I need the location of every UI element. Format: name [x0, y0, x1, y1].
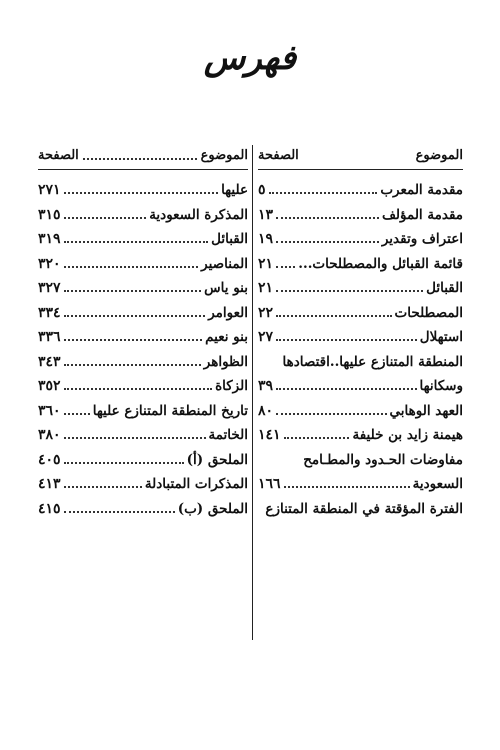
- entry-page: ٢٧١: [38, 182, 61, 198]
- toc-entry: [258, 256, 463, 281]
- entry-page: ٣١٥: [38, 206, 61, 223]
- leader-dots: [276, 305, 391, 317]
- leader-dots: [64, 256, 199, 268]
- toc-entry: [258, 378, 463, 403]
- entry-topic: الفترة المؤقتة في المنطقة المتنازع: [265, 500, 463, 517]
- leader-dots: [276, 280, 423, 292]
- toc-header: [38, 145, 248, 170]
- entry-page: ٣٥٢: [38, 378, 61, 394]
- toc-entry: [38, 329, 248, 354]
- toc-entry: [258, 182, 463, 207]
- entry-page: ٣١٩: [38, 231, 61, 247]
- entry-page: ١٩: [258, 231, 274, 247]
- header-page-label: الصفحة: [38, 147, 79, 163]
- leader-dots: [64, 427, 206, 439]
- toc-entry: [38, 305, 248, 330]
- leader-dots: [64, 280, 202, 292]
- leader-dots: [64, 207, 147, 219]
- toc-header: [258, 145, 463, 170]
- toc-entry: [258, 280, 463, 305]
- entry-page: ٣٣٤: [38, 304, 61, 321]
- entry-page: ٢٢: [258, 304, 274, 321]
- entry-topic: المذكرة السعودية: [149, 206, 248, 223]
- entry-topic: وسكانها: [419, 378, 463, 394]
- entry-page: ٥: [258, 182, 266, 198]
- header-topic-label: الموضوع: [415, 147, 463, 163]
- entry-topic: العوامر: [208, 304, 248, 321]
- leader-dots: [269, 182, 378, 194]
- leader-dots: [64, 403, 90, 415]
- leader-dots: [276, 256, 295, 268]
- entry-topic: العهد الوهابي: [389, 402, 463, 419]
- entry-topic: المنطقة المتنازع عليها..اقتصادها: [282, 353, 463, 370]
- leader-dots: [261, 454, 300, 464]
- entry-page: ١٣: [258, 206, 274, 223]
- entry-topic: المذكرات المتبادلة: [144, 476, 248, 492]
- entry-page: ٣٩: [258, 378, 274, 394]
- toc-entry: [258, 403, 463, 428]
- entry-topic: عليها: [221, 182, 248, 198]
- leader-dots: [64, 378, 213, 390]
- entry-topic: القبائل: [211, 231, 248, 247]
- leader-dots: [64, 182, 219, 194]
- entry-topic: الملحق (أ): [186, 451, 248, 468]
- leader-dots: [64, 476, 142, 488]
- leader-dots: [276, 329, 417, 341]
- entry-topic: الملحق (ب): [177, 500, 248, 517]
- toc-entry: [38, 256, 248, 281]
- leader-dots: [276, 231, 379, 243]
- entry-topic: القبائل: [426, 280, 463, 296]
- toc-entry: [38, 231, 248, 256]
- toc-entry: [258, 329, 463, 354]
- entry-page: ٣٣٦: [38, 329, 61, 345]
- toc-right-column: [258, 145, 463, 525]
- entry-page: ١٤١: [258, 427, 281, 443]
- toc-entry: [258, 476, 463, 501]
- entry-topic: بنو ياس: [204, 280, 248, 296]
- leader-dots: [261, 356, 280, 366]
- entry-topic: اعتراف وتقدير: [381, 231, 463, 247]
- toc-entry: [38, 501, 248, 526]
- toc-entry: [38, 476, 248, 501]
- entry-topic: تاريخ المنطقة المتنازع عليها: [92, 402, 248, 419]
- toc-entry: [38, 280, 248, 305]
- entry-topic: المناصير: [201, 255, 248, 272]
- entry-page: ٤١٣: [38, 476, 61, 492]
- leader-dots: [64, 329, 203, 341]
- entry-topic: المصطلحات: [394, 304, 463, 321]
- leader-dots: [261, 503, 262, 513]
- entry-page: ٤١٥: [38, 500, 61, 517]
- toc-rows-right: [258, 182, 463, 525]
- page-title: فهرس: [203, 38, 297, 78]
- toc-entry: [38, 182, 248, 207]
- toc-entry: [38, 403, 248, 428]
- toc-entry: [258, 427, 463, 452]
- toc-left-column: [38, 145, 248, 525]
- leader-dots: [284, 427, 350, 439]
- entry-topic: مفاوضات الحـدود والمطـامح: [303, 451, 463, 468]
- entry-topic: الظواهر: [203, 353, 248, 370]
- toc-entry: [38, 378, 248, 403]
- header-topic-label: الموضوع: [200, 147, 248, 163]
- entry-page: ٣٦٠: [38, 402, 61, 419]
- entry-page: ٣٨٠: [38, 427, 61, 443]
- entry-topic: استهلال: [419, 329, 463, 345]
- entry-page: ٣٤٣: [38, 353, 61, 370]
- leader-dots: [276, 378, 416, 390]
- entry-topic: الخاتمة: [208, 427, 248, 443]
- toc-entry: [258, 231, 463, 256]
- leader-dots: [284, 476, 410, 488]
- leader-dots: [64, 231, 209, 243]
- leader-dots: [64, 305, 206, 317]
- leader-dots: [83, 150, 197, 160]
- entry-topic: الزكاة: [215, 378, 248, 394]
- toc-entry: [38, 427, 248, 452]
- entry-page: ٨٠: [258, 402, 274, 419]
- entry-topic: مقدمة المؤلف: [381, 206, 463, 223]
- toc-rows-left: [38, 182, 248, 525]
- leader-dots: [64, 501, 175, 513]
- leader-dots: [276, 207, 379, 219]
- leader-dots: [64, 354, 201, 366]
- entry-page: ٢٧: [258, 329, 274, 345]
- toc-entry: [38, 452, 248, 477]
- entry-topic: قائمة القبائل والمصطلحات...: [298, 255, 463, 272]
- entry-page: ٤٠٥: [38, 451, 61, 468]
- toc-entry: [38, 354, 248, 379]
- toc-entry: [38, 207, 248, 232]
- entry-topic: هيمنة زايد بن خليفة: [352, 427, 463, 443]
- toc-entry: [258, 305, 463, 330]
- entry-page: ٢١: [258, 255, 274, 272]
- entry-page: ٣٢٠: [38, 255, 61, 272]
- toc-entry: [258, 452, 463, 477]
- entry-page: ٢١: [258, 280, 274, 296]
- entry-topic: بنو نعيم: [205, 329, 248, 345]
- toc-entry: [258, 354, 463, 379]
- leader-dots: [64, 452, 184, 464]
- entry-page: ٣٢٧: [38, 280, 61, 296]
- entry-topic: السعودية: [412, 476, 463, 492]
- toc-entry: [258, 207, 463, 232]
- toc-entry: [258, 501, 463, 526]
- column-divider: [252, 145, 253, 640]
- entry-topic: مقدمة المعرب: [380, 182, 463, 198]
- entry-page: ١٦٦: [258, 476, 281, 492]
- leader-dots: [276, 403, 386, 415]
- header-page-label: الصفحة: [258, 147, 299, 163]
